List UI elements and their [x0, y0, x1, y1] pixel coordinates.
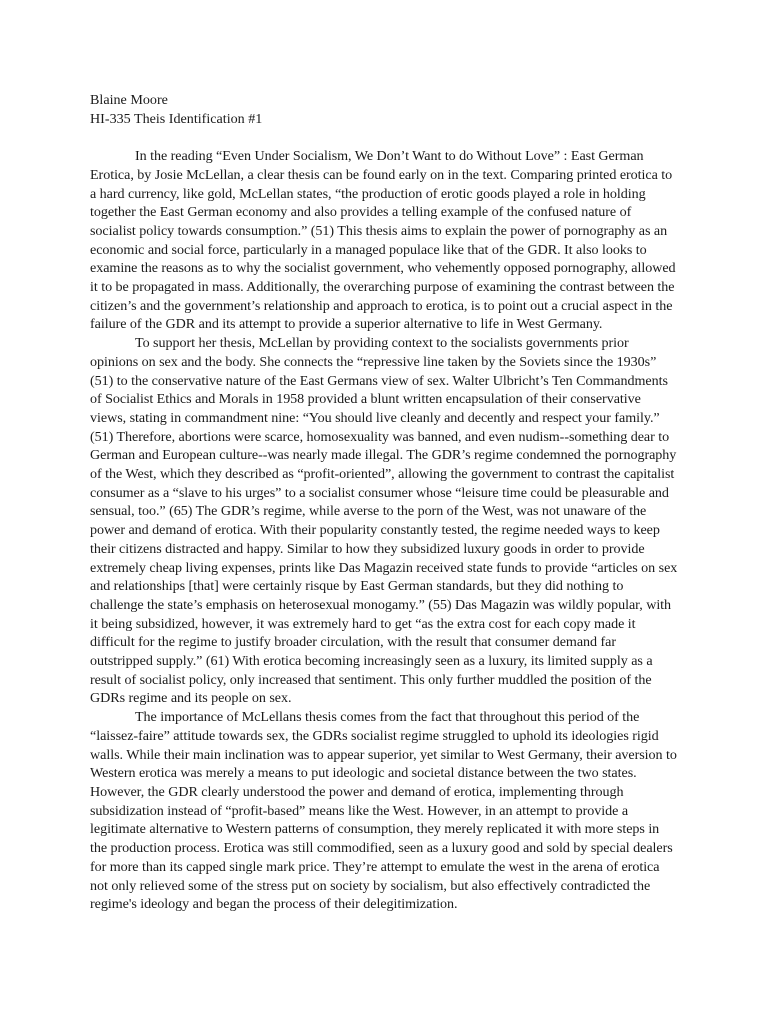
- assignment-title: HI-335 Theis Identification #1: [90, 110, 263, 127]
- paragraph-supporting-evidence: To support her thesis, McLellan by providing context to the socialists governments prior opinions on sex and the body. She connects the “repressive line taken by the Soviets since the 1930s” (51) to the conservative nature of the East Germans view of sex. Walter Ulbricht’s Ten Commandments of Socialist Ethics and Morals in 1958 provided a blunt written encapsulation of their conservative views, stating in commandment nine: “You should live cleanly and decently and respect your family.” (51) Therefore, abortions were scarce, homosexuality was banned, and even nudism--something dear to German and European culture--was nearly made illegal. The GDR’s regime condemned the pornography of the West, which they described as “profit-oriented”, allowing the government to contrast the capitalist consumer as a “slave to his urges” to a socialist consumer whose “leisure time could be pleasurable and sensual, too.” (65) The GDR’s regime, while averse to the porn of the West, was not unaware of the power and demand of erotica. With their popularity constantly tested, the regime needed ways to keep their citizens distracted and happy. Similar to how they subsidized luxury goods in order to provide extremely cheap living expenses, prints like Das Magazin received state funds to provide “articles on sex and relationships [that] were certainly risque by East German standards, but they did nothing to challenge the state’s emphasis on heterosexual monogamy.” (55) Das Magazin was wildly popular, with it being subsidized, however, it was extremely hard to get “as the extra cost for each copy made it difficult for the regime to justify broader circulation, with the result that consumer demand far outstripped supply.” (61) With erotica becoming increasingly seen as a luxury, its limited supply as a result of socialist policy, only increased that sentiment. This only further muddled the position of the GDRs regime and its people on sex.: [90, 335, 678, 707]
- paragraph-importance: The importance of McLellans thesis comes from the fact that throughout this period of the “laissez-faire” attitude towards sex, the GDRs socialist regime struggled to uphold its ideologies rigid walls. While their main inclination was to appear superior, yet similar to West Germany, their aversion to Western erotica was merely a means to put ideologic and societal distance between the two states. However, the GDR clearly understood the power and demand of erotica, implementing through subsidization instead of “profit-based” means like the West. However, in an attempt to provide a legitimate alternative to Western patterns of consumption, they merely replicated it with more steps in the production process. Erotica was still commodified, seen as a luxury good and sold by special dealers for more than its capped single mark price. They’re attempt to emulate the west in the arena of erotica not only relieved some of the stress put on society by socialism, but also effectively contradicted the regime's ideology and began the process of their delegitimization.: [90, 709, 677, 913]
- author-name: Blaine Moore: [90, 92, 168, 108]
- blank-line: [90, 128, 678, 147]
- paragraph-thesis-intro: In the reading “Even Under Socialism, We Don’t Want to do Without Love” : East German Erotica, by Josie McLellan, a clear thesis can be found early on in the text. Comparing printed erotica to a hard currency, like gold, McLellan states, “the production of erotic goods played a role in holding together the East German economy and also provides a telling example of the confused nature of socialist policy towards consumption.” (51) This thesis aims to explain the power of pornography as an economic and social force, particularly in a managed populace like that of the GDR. It also looks to examine the reasons as to why the socialist government, who vehemently opposed pornography, allowed it to be propagated in mass. Additionally, the overarching purpose of examining the contrast between the citizen’s and the government’s relationship and approach to erotica, is to point out a crucial aspect in the failure of the GDR and its attempt to provide a superior alternative to life in West Germany.: [90, 148, 676, 333]
- document-page: [90, 91, 678, 914]
